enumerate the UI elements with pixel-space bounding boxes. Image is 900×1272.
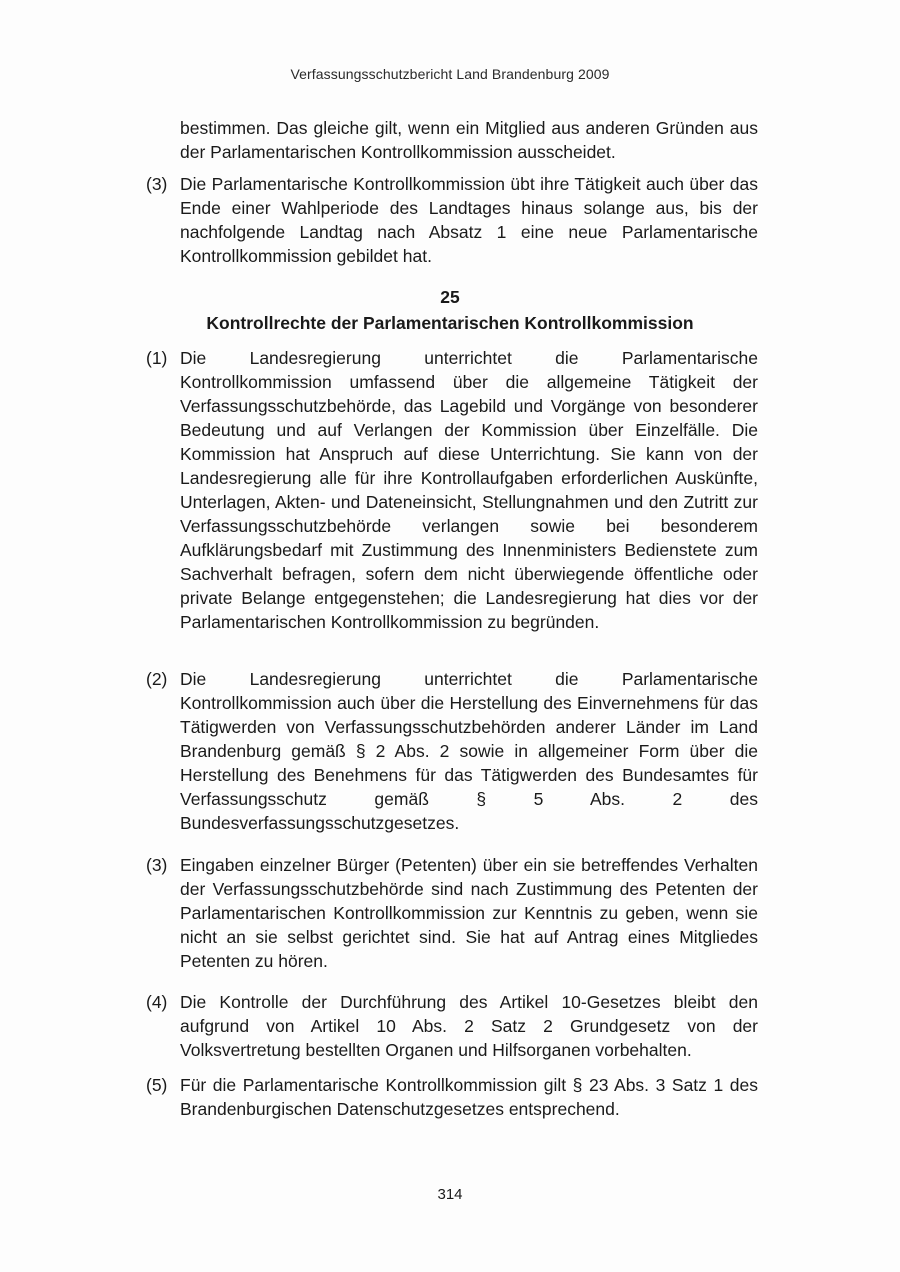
section-paragraph-5 [146, 1073, 758, 1121]
paragraph-text: Die Parlamentarische Kontrollkommission übt ihre Tätigkeit auch über das Ende einer Wahlperiode des Landtages hinaus solange aus, bis der nachfolgende Landtag nach Absatz 1 eine neue Parlamentarische Kontrollkommission gebildet hat. [180, 174, 758, 266]
section-title: Kontrollrechte der Parlamentarischen Kontrollkommission [206, 313, 694, 333]
intro-continuation-text: bestimmen. Das gleiche gilt, wenn ein Mitglied aus anderen Gründen aus der Parlamentarischen Kontrollkommission ausscheidet. [180, 118, 758, 162]
paragraph-number: (1) [146, 348, 168, 368]
paragraph-number: (3) [146, 855, 168, 875]
paragraph-number: (5) [146, 1075, 168, 1095]
paragraph-text: Die Kontrolle der Durchführung des Artikel 10-Gesetzes bleibt den aufgrund von Artikel 10 Abs. 2 Satz 2 Grundgesetz von der Volksvertretung bestellten Organen und Hilfsorganen vorbehalten. [180, 992, 758, 1060]
section-paragraph-1 [146, 346, 758, 634]
section-paragraph-2 [146, 667, 758, 835]
previous-section-paragraph [146, 172, 758, 268]
paragraph-text: Die Landesregierung unterrichtet die Parlamentarische Kontrollkommission umfassend über die allgemeine Tätigkeit der Verfassungsschutzbehörde, das Lagebild und Vorgänge von besonderer Bedeutung und auf Verlangen der Kommission über Einzelfälle. Die Kommission hat Anspruch auf diese Unterrichtung. Sie kann von der Landesregierung alle für ihre Kontrollaufgaben erforderlichen Auskünfte, Unterlagen, Akten- und Dateneinsicht, Stellungnahmen und den Zutritt zur Verfassungsschutzbehörde verlangen sowie bei besonderem Aufklärungsbedarf mit Zustimmung des Innenministers Bedienstete zum Sachverhalt befragen, sofern dem nicht überwiegende öffentliche oder private Belange entgegenstehen; die Landesregierung hat dies vor der Parlamentarischen Kontrollkommission zu begründen. [180, 348, 758, 632]
section-number: 25 [440, 287, 460, 307]
section-paragraph-4 [146, 990, 758, 1062]
paragraph-text: Eingaben einzelner Bürger (Petenten) über ein sie betreffendes Verhalten der Verfassungsschutzbehörde sind nach Zustimmung des Petenten der Parlamentarischen Kontrollkommission zur Kenntnis zu geben, wenn sie nicht an sie selbst gerichtet sind. Sie hat auf Antrag eines Mitgliedes Petenten zu hören. [180, 855, 758, 971]
paragraph-text: Die Landesregierung unterrichtet die Parlamentarische Kontrollkommission auch über die Herstellung des Einvernehmens für das Tätigwerden von Verfassungsschutzbehörden anderer Länder im Land Brandenburg gemäß § 2 Abs. 2 sowie in allgemeiner Form über die Herstellung des Benehmens für das Tätigwerden des Bundesamtes für Verfassungsschutz gemäß § 5 Abs. 2 des Bundesverfassungsschutzgesetzes. [180, 669, 758, 833]
paragraph-number: (3) [146, 174, 168, 194]
paragraph-number: (4) [146, 992, 168, 1012]
section-paragraph-3 [146, 853, 758, 973]
page-number: 314 [437, 1186, 463, 1203]
paragraph-text: Für die Parlamentarische Kontrollkommission gilt § 23 Abs. 3 Satz 1 des Brandenburgischen Datenschutzgesetzes entsprechend. [180, 1075, 758, 1119]
paragraph-number: (2) [146, 669, 168, 689]
running-header: Verfassungsschutzbericht Land Brandenburg 2009 [290, 66, 610, 82]
